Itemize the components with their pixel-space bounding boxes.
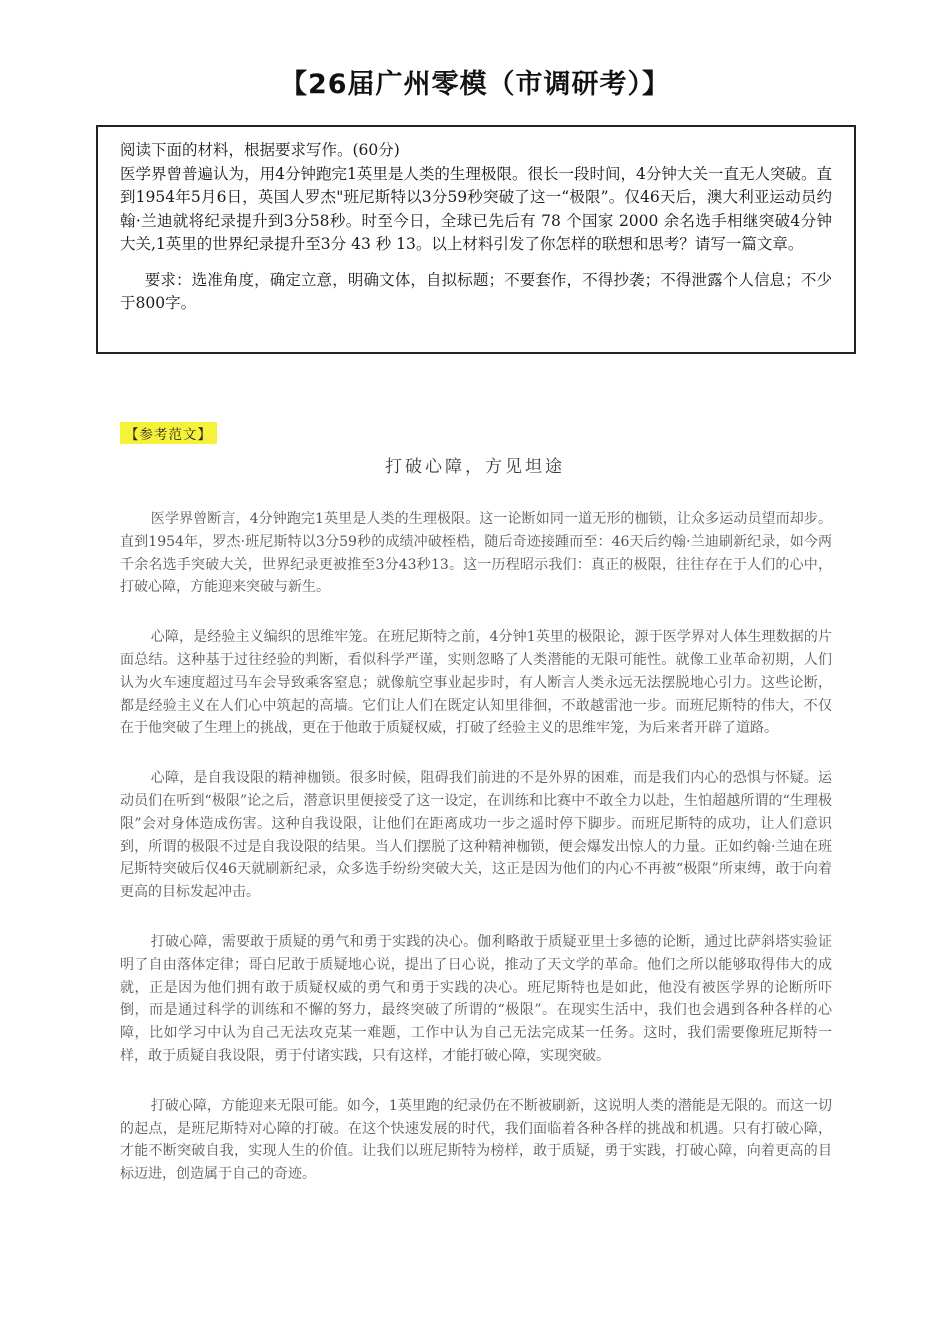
essay-body [120, 508, 832, 1213]
essay-paragraph: 打破心障，需要敢于质疑的勇气和勇于实践的决心。伽利略敢于质疑亚里士多德的论断，通过比萨斜塔实验证明了自由落体定律；哥白尼敢于质疑地心说，提出了日心说，推动了天文学的革命。他们之所以能够取得伟大的成就，正是因为他们拥有敢于质疑权威的勇气和勇于实践的决心。班尼斯特也是如此，他没有被医学界的论断所吓倒，而是通过科学的训练和不懈的努力，最终突破了所谓的“极限”。在现实生活中，我们也会遇到各种各样的心障，比如学习中认为自己无法攻克某一难题，工作中认为自己无法完成某一任务。这时，我们需要像班尼斯特一样，敢于质疑自我设限，勇于付诸实践，只有这样，才能打破心障，实现突破。 [120, 933, 832, 1064]
essay-paragraph: 心障，是经验主义编织的思维牢笼。在班尼斯特之前，4分钟1英里的极限论，源于医学界对人体生理数据的片面总结。这种基于过往经验的判断，看似科学严谨，实则忽略了人类潜能的无限可能性。就像工业革命初期，人们认为火车速度超过马车会导致乘客窒息；就像航空事业起步时，有人断言人类永远无法摆脱地心引力。这些论断，都是经验主义在人们心中筑起的高墙。它们让人们在既定认知里徘徊，不敢越雷池一步。而班尼斯特的伟大，不仅在于他突破了生理上的挑战，更在于他敢于质疑权威，打破了经验主义的思维牢笼，为后来者开辟了道路。 [120, 629, 832, 737]
essay-paragraph: 打破心障，方能迎来无限可能。如今，1英里跑的纪录仍在不断被刷新，这说明人类的潜能是无限的。而这一切的起点，是班尼斯特对心障的打破。在这个快速发展的时代，我们面临着各种各样的挑战和机遇。只有打破心障，才能不断突破自我，实现人生的价值。让我们以班尼斯特为榜样，敢于质疑，勇于实践，打破心障，向着更高的目标迈进，创造属于自己的奇迹。 [120, 1097, 832, 1183]
reference-essay-tag: 【参考范文】 [120, 422, 217, 444]
prompt-box [96, 125, 856, 354]
prompt-material: 医学界曾普遍认为，用4分钟跑完1英里是人类的生理极限。很长一段时间，4分钟大关一直无人突破。直到1954年5月6日，英国人罗杰"班尼斯特以3分59秒突破了这一“极限”。仅46天后，澳大利亚运动员约翰·兰迪就将纪录提升到3分58秒。时至今日，全球已先后有 78 个国家 2000 余名选手相继突破4分钟大关,1英里的世界纪录提升至3分 43 秒 13。以上材料引发了你怎样的联想和思考？请写一篇文章。 [120, 164, 832, 253]
essay-paragraph: 心障，是自我设限的精神枷锁。很多时候，阻碍我们前进的不是外界的困难，而是我们内心的恐惧与怀疑。运动员们在听到“极限”论之后，潜意识里便接受了这一设定，在训练和比赛中不敢全力以赴，生怕超越所谓的“生理极限”会对身体造成伤害。这种自我设限，让他们在距离成功一步之遥时停下脚步。而班尼斯特的成功，让人们意识到，所谓的极限不过是自我设限的结果。当人们摆脱了这种精神枷锁，便会爆发出惊人的力量。正如约翰·兰迪在班尼斯特突破后仅46天就刷新纪录，众多选手纷纷突破大关，这正是因为他们的内心不再被“极限”所束缚，敢于向着更高的目标发起冲击。 [120, 770, 832, 901]
essay-title: 打破心障，方见坦途 [385, 457, 565, 477]
prompt-requirements: 要求：选准角度，确定立意，明确文体，自拟标题；不要套作，不得抄袭；不得泄露个人信息；不少于800字。 [120, 270, 832, 312]
essay-paragraph: 医学界曾断言，4分钟跑完1英里是人类的生理极限。这一论断如同一道无形的枷锁，让众多运动员望而却步。直到1954年，罗杰·班尼斯特以3分59秒的成绩冲破桎梏，随后奇迹接踵而至：46天后约翰·兰迪刷新纪录，如今两千余名选手突破大关，世界纪录更被推至3分43秒13。这一历程昭示我们：真正的极限，往往存在于人们的心中，打破心障，方能迎来突破与新生。 [120, 511, 832, 596]
page-title: 【26届广州零模（市调研考）】 [279, 69, 671, 100]
prompt-instruction: 阅读下面的材料，根据要求写作。(60分) [120, 141, 400, 159]
